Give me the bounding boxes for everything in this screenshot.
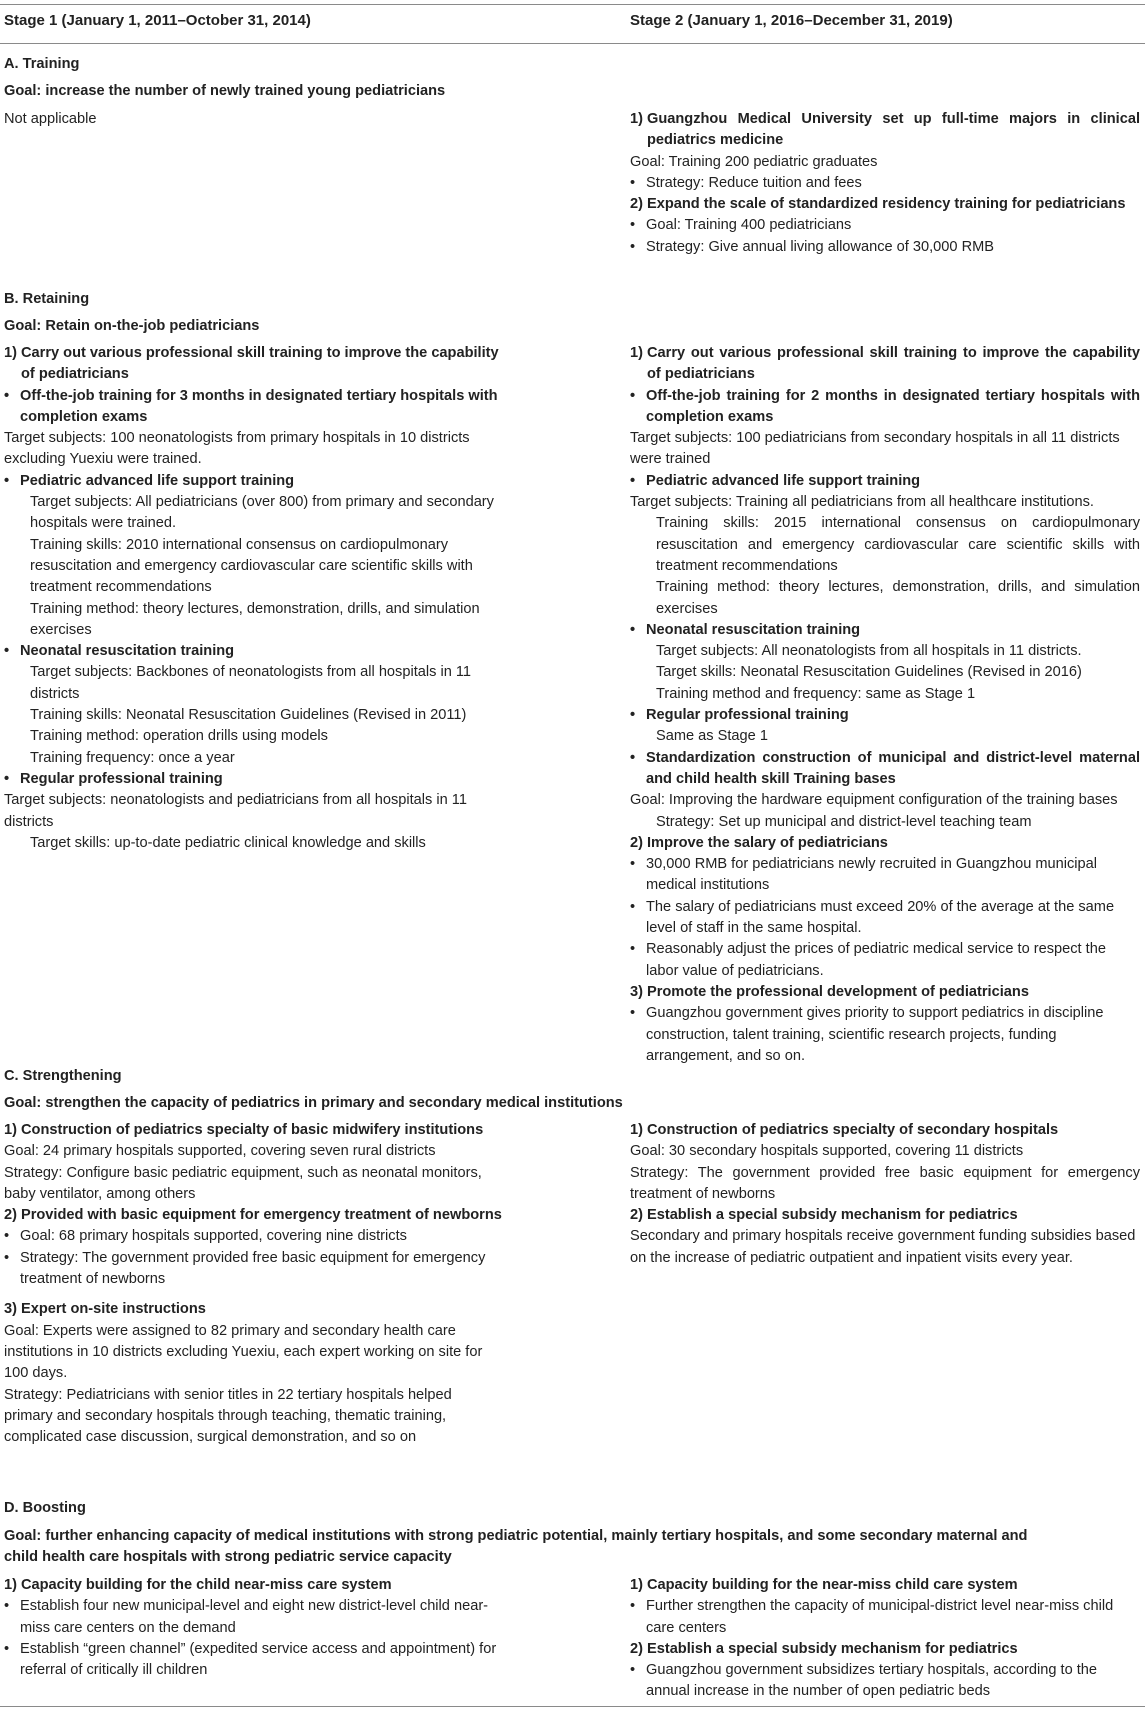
not-applicable-text: Not applicable [4,111,97,127]
bullet-item: • Guangzhou government gives priority to support pediatrics in discipline construction, talent training, scientific research projects, funding arrangement, and so on. [630,1005,1104,1064]
section-a-left [4,109,504,130]
bullet-item: • Guangzhou government subsidizes tertiary hospitals, according to the annual increase in the number of open pediatric beds [630,1662,1098,1700]
bottom-rule [0,1706,1145,1707]
numbered-item: 2) Expand the scale of standardized residency training for pediatricians [630,196,1126,213]
bullet-item: • Goal: Training 400 pediatricians [630,217,852,234]
section-d-title: D. Boosting [4,1500,86,1516]
numbered-item: 1) Capacity building for the near-miss child care system [630,1577,1018,1593]
numbered-item: 2) Establish a special subsidy mechanism for pediatrics [630,1640,1018,1657]
numbered-item: 2) Improve the salary of pediatricians [630,834,888,851]
header-stage2: Stage 2 (January 1, 2016–December 31, 2019) [630,12,953,29]
bullet-item: • Off-the-job training for 2 months in designated tertiary hospitals with completion exams [630,387,1140,425]
bullet-item: • Neonatal resuscitation training [630,621,861,638]
section-b-goal: Goal: Retain on-the-job pediatricians [4,318,260,334]
numbered-item: 1) Capacity building for the child near-miss care system [4,1577,392,1593]
bullet-item: • The salary of pediatricians must exceed 20% of the average at the same level of staff in the same hospital. [630,898,1115,937]
bullet-item: • Establish “green channel” (expedited service access and appointment) for referral of critically ill children [4,1640,497,1679]
numbered-item: 1) Carry out various professional skill training to improve the capability of pediatricians [4,345,499,383]
section-c-title: C. Strengthening [4,1068,122,1084]
section-a-right: 1) Guangzhou Medical University set up full-time majors in clinical pediatrics medicine Goal: Training 200 pediatric graduates • Strategy: Reduce tuition and fees 2) Expand the scale of standardized residency training for pediatricians • Goal: Training 400 pediatricians • Strategy: Give annual living allowance of 30,000 RMB [630,109,1140,258]
bullet-item: • Regular professional training [630,707,849,724]
section-d-left [4,1575,504,1681]
numbered-item: 1) Construction of pediatrics specialty of basic midwifery institutions [4,1122,484,1138]
section-c-goal: Goal: strengthen the capacity of pediatrics in primary and secondary medical institutions [4,1095,623,1111]
section-a-goal: Goal: increase the number of newly trained young pediatricians [4,83,446,99]
numbered-item: 2) Establish a special subsidy mechanism for pediatrics [630,1207,1018,1224]
numbered-item: 3) Promote the professional development of pediatricians [630,983,1029,1000]
header-stage1: Stage 1 (January 1, 2011–October 31, 2014) [4,12,311,29]
section-c-right: 1) Construction of pediatrics specialty of secondary hospitals Goal: 30 secondary hospitals supported, covering 11 districts Strategy: The government provided free basic equipment for emergency treatment of newborns 2) Establish a special subsidy mechanism for pediatrics Secondary and primary hospitals receive government funding subsidies based on the increase of pediatric outpatient and inpatient visits every year. [630,1122,1140,1266]
section-a-title: A. Training [4,56,80,72]
bullet-item: • Further strengthen the capacity of municipal-district level near-miss child care centers [630,1598,1114,1636]
section-b-left: 1) Carry out various professional skill training to improve the capability of pediatricians • Off-the-job training for 3 months in designated tertiary hospitals with completion exams Target subjects: 100 neonatologists from primary hospitals in 10 districts excluding Yuexiu were trained. • Pediatric advanced life support training Target subjects: All pediatricians (over 800) from primary and secondary hospitals were trained. Training skills: 2010 international consensus on cardiopulmonary resuscitation and emergency cardiovascular care scientific skills with treatment recommendations Training method: theory lectures, demonstration, drills, and simulation exercises • Neonatal resuscitation training Target subjects: Backbones of neonatologists from all hospitals in 11 districts Training skills: Neonatal Resuscitation Guidelines (Revised in 2011) Training method: operation drills using models Training frequency: once a year • Regular professional training Target subjects: neonatologists and pediatricians from all hospitals in 11 districts Target skills: up-to-date pediatric clinical knowledge and skills [4,343,504,854]
section-d-goal: Goal: further enhancing capacity of medical institutions with strong pediatric potential, mainly tertiary hospitals, and some secondary maternal and child health care hospitals with strong pediatric service capacity [4,1528,1028,1566]
numbered-item: 1) Guangzhou Medical University set up full-time majors in clinical pediatrics medicine [630,111,1140,149]
numbered-item: 2) Provided with basic equipment for emergency treatment of newborns [4,1207,502,1224]
bullet-item: • Standardization construction of municipal and district-level maternal and child health skill Training bases [630,749,1140,787]
bullet-item: • Regular professional training [4,770,223,787]
bullet-item: • Strategy: Give annual living allowance of 30,000 RMB [630,238,995,255]
bullet-item: • Pediatric advanced life support training [4,472,295,489]
header-rule [0,43,1145,44]
section-b-title: B. Retaining [4,291,90,307]
bullet-item: • Pediatric advanced life support training [630,472,921,489]
bullet-item: • Off-the-job training for 3 months in designated tertiary hospitals with completion exams [4,387,498,425]
numbered-item: 1) Carry out various professional skill training to improve the capability of pediatricians [630,345,1140,383]
bullet-item: • Strategy: The government provided free basic equipment for emergency treatment of newborns [4,1249,486,1288]
bullet-item: • Establish four new municipal-level and eight new district-level child near-miss care centers on the demand [4,1598,489,1636]
bullet-item: • 30,000 RMB for pediatricians newly recruited in Guangzhou municipal medical institutions [630,856,1098,894]
bullet-item: • Reasonably adjust the prices of pediatric medical service to respect the labor value of pediatricians. [630,941,1106,979]
numbered-item: 3) Expert on-site instructions [4,1301,206,1318]
bullet-item: • Neonatal resuscitation training [4,643,235,660]
top-rule [0,4,1145,5]
bullet-item: • Strategy: Reduce tuition and fees [630,174,862,191]
section-c-left: 1) Construction of pediatrics specialty of basic midwifery institutions Goal: 24 primary hospitals supported, covering seven rural districts Strategy: Configure basic pediatric equipment, such as neonatal monitors, baby ventilator, among others 2) Provided with basic equipment for emergency treatment of newborns • Goal: 68 primary hospitals supported, covering nine districts • Strategy: The government provided free basic equipment for emergency treatment of newborns 3) Expert on-site instructions Goal: Experts were assigned to 82 primary and secondary health care institutions in 10 districts excluding Yuexiu, each expert working on site for 100 days. Strategy: Pediatricians with senior titles in 22 tertiary hospitals helped primary and secondary hospitals through teaching, thematic training, complicated case discussion, surgical demonstration, and so on [4,1120,504,1448]
section-b-right: 1) Carry out various professional skill training to improve the capability of pediatricians • Off-the-job training for 2 months in designated tertiary hospitals with completion exams Target subjects: 100 pediatricians from secondary hospitals in all 11 districts were trained • Pediatric advanced life support training Target subjects: Training all pediatricians from all healthcare institutions. Training skills: 2015 international consensus on cardiopulmonary resuscitation and emergency cardiovascular care scientific skills with treatment recommendations Training method: theory lectures, demonstration, drills, and simulation exercises • Neonatal resuscitation training Target subjects: All neonatologists from all hospitals in 11 districts. Target skills: Neonatal Resuscitation Guidelines (Revised in 2016) Training method and frequency: same as Stage 1 • Regular professional training Same as Stage 1 • Standardization construction of municipal and district-level maternal and child health skill Training bases Goal: Improving the hardware equipment configuration of the training bases Strategy: Set up municipal and district-level teaching team 2) Improve the salary of pediatricians • 30,000 RMB for pediatricians newly recruited in Guangzhou municipal medical institutions • The salary of pediatricians must exceed 20% of the average at the same level of staff in the same hospital. • Reasonably adjust the prices of pediatric medical service to respect the labor value of pediatricians. 3) Promote the professional development of pediatricians • Guangzhou government gives priority to support pediatrics in discipline construction, talent training, scientific research projects, funding arrangement, and so on. [630,343,1140,1067]
bullet-item: • Goal: 68 primary hospitals supported, covering nine districts [4,1228,407,1245]
numbered-item: 1) Construction of pediatrics specialty of secondary hospitals [630,1122,1059,1138]
section-d-right [630,1575,1140,1703]
